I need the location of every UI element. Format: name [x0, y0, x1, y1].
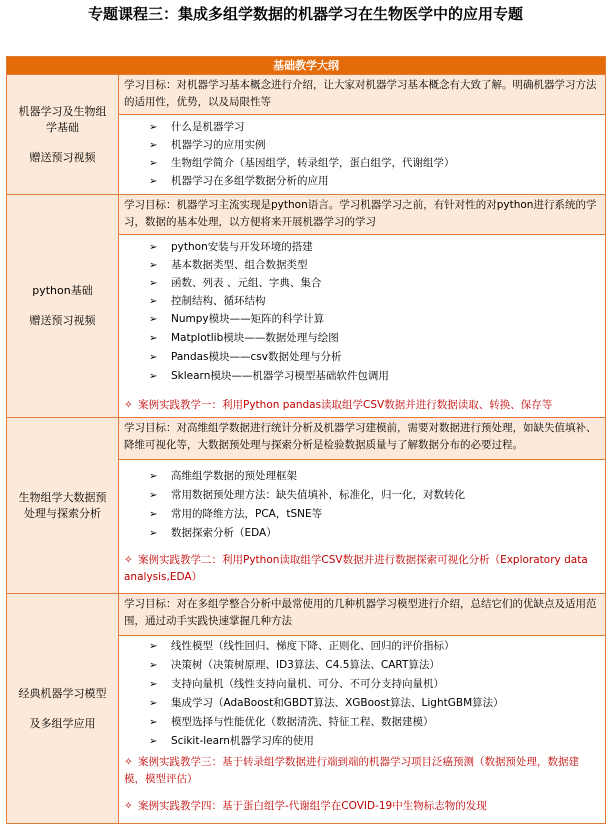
list-item: ➢ 控制结构、循环结构 [149, 295, 266, 307]
topic-list [119, 114, 605, 194]
diamond-icon: ✧ [124, 554, 133, 566]
list-item: ➢ 数据探索分析（EDA） [149, 527, 277, 539]
learning-goal: 学习目标：对高维组学数据进行统计分析及机器学习建模前，需要对数据进行预处理，如缺失值填补、降维可视化等，大数据预处理与探索分析是检验数据质量与了解数据分布的必要过程。 [119, 417, 605, 459]
bullet-icon: ➢ [149, 260, 158, 271]
list-item: ➢ 基本数据类型、组合数据类型 [149, 259, 308, 271]
module-label [7, 593, 119, 823]
module-label [7, 417, 119, 593]
list-item: ➢ Matplotlib模块——数据处理与绘图 [149, 332, 339, 344]
list-item: ➢ 决策树（决策树原理、ID3算法、C4.5算法、CART算法） [149, 659, 440, 671]
bullet-icon: ➢ [149, 509, 158, 520]
topic-list [119, 459, 605, 593]
module-note: 赠送预习视频 [29, 314, 96, 327]
page-title: 专题课程三：集成多组学数据的机器学习在生物医学中的应用专题 [87, 5, 523, 23]
bullet-icon: ➢ [149, 314, 158, 325]
list-item: ➢ 机器学习在多组学数据分析的应用 [149, 175, 329, 187]
list-item: ➢ 集成学习（AdaBoost和GBDT算法、XGBoost算法、LightGBM算法） [149, 697, 504, 709]
list-item: ➢ 模型选择与性能优化（数据清洗、特征工程、数据建模） [149, 716, 434, 728]
diamond-icon: ✧ [124, 800, 133, 812]
list-item: ➢ python安装与开发环境的搭建 [149, 241, 313, 253]
bullet-icon: ➢ [149, 717, 158, 728]
bullet-icon: ➢ [149, 471, 158, 482]
list-item: ➢ 高维组学数据的预处理框架 [149, 470, 297, 482]
list-item: ➢ 常用数据预处理方法：缺失值填补，标准化，归一化，对数转化 [149, 489, 465, 501]
bullet-icon: ➢ [149, 242, 158, 253]
diamond-icon: ✧ [124, 399, 133, 411]
bullet-icon: ➢ [149, 352, 158, 363]
list-item: ➢ 生物组学简介（基因组学，转录组学，蛋白组学，代谢组学） [149, 157, 455, 169]
list-item: ➢ Pandas模块——csv数据处理与分析 [149, 351, 342, 363]
list-item: ➢ 机器学习的应用实例 [149, 139, 266, 151]
bullet-icon: ➢ [149, 698, 158, 709]
module-label [7, 74, 119, 194]
bullet-icon: ➢ [149, 176, 158, 187]
module-note: 赠送预习视频 [29, 150, 96, 164]
bullet-icon: ➢ [149, 278, 158, 289]
module-name: 经典机器学习模型 [18, 686, 107, 700]
case-study: ✧ 案例实践教学一：利用Python pandas读取组学CSV数据并进行数据读取、转换、保存等 [124, 399, 553, 411]
bullet-icon: ➢ [149, 641, 158, 652]
list-item: ➢ Sklearn模块——机器学习模型基础软件包调用 [149, 370, 389, 382]
syllabus-table [6, 56, 606, 824]
learning-goal: 学习目标：对机器学习基本概念进行介绍，让大家对机器学习基本概念有大致了解。明确机器学习方法的适用性，优势，以及局限性等 [119, 74, 605, 114]
topic-list [119, 635, 605, 823]
bullet-icon: ➢ [149, 158, 158, 169]
list-item: ➢ 支持向量机（线性支持向量机、可分、不可分支持向量机） [149, 678, 444, 690]
list-item: ➢ Scikit-learn机器学习库的使用 [149, 735, 314, 747]
list-item: ➢ 常用的降维方法，PCA，tSNE等 [149, 508, 323, 520]
bullet-icon: ➢ [149, 528, 158, 539]
bullet-icon: ➢ [149, 660, 158, 671]
list-item: ➢ Numpy模块——矩阵的科学计算 [149, 313, 325, 325]
module-name: 生物组学大数据预处理与探索分析 [18, 490, 107, 520]
bullet-icon: ➢ [149, 296, 158, 307]
module-name: python基础 [32, 284, 93, 297]
topic-list [119, 234, 605, 417]
list-item: ➢ 线性模型（线性回归、梯度下降、正则化、回归的评价指标） [149, 640, 455, 652]
case-study: ✧ 案例实践教学三：基于转录组学数据进行端到端的机器学习项目泛癌预测（数据预处理，数据建模，模型评估） [124, 756, 579, 785]
table-header: 基础教学大纲 [7, 57, 605, 74]
module-name: 机器学习及生物组学基础 [18, 104, 107, 134]
module-label [7, 194, 119, 417]
bullet-icon: ➢ [149, 371, 158, 382]
learning-goal: 学习目标：对在多组学整合分析中最常使用的几种机器学习模型进行介绍，总结它们的优缺点及适用范围，通过动手实践快速掌握几种方法 [119, 593, 605, 635]
case-study: ✧ 案例实践教学四：基于蛋白组学-代谢组学在COVID-19中生物标志物的发现 [124, 800, 487, 812]
bullet-icon: ➢ [149, 490, 158, 501]
bullet-icon: ➢ [149, 122, 158, 133]
learning-goal: 学习目标：机器学习主流实现是python语言。学习机器学习之前，有针对性的对python进行系统的学习，数据的基本处理，以方便将来开展机器学习的学习 [119, 194, 605, 234]
bullet-icon: ➢ [149, 679, 158, 690]
list-item: ➢ 什么是机器学习 [149, 121, 245, 133]
list-item: ➢ 函数、列表 、元组、字典、集合 [149, 277, 322, 289]
case-study: ✧ 案例实践教学二：利用Python读取组学CSV数据并进行数据探索可视化分析（Exploratory data analysis,EDA） [124, 554, 588, 583]
bullet-icon: ➢ [149, 140, 158, 151]
module-note: 及多组学应用 [29, 716, 96, 730]
diamond-icon: ✧ [124, 756, 133, 768]
bullet-icon: ➢ [149, 333, 158, 344]
bullet-icon: ➢ [149, 736, 158, 747]
